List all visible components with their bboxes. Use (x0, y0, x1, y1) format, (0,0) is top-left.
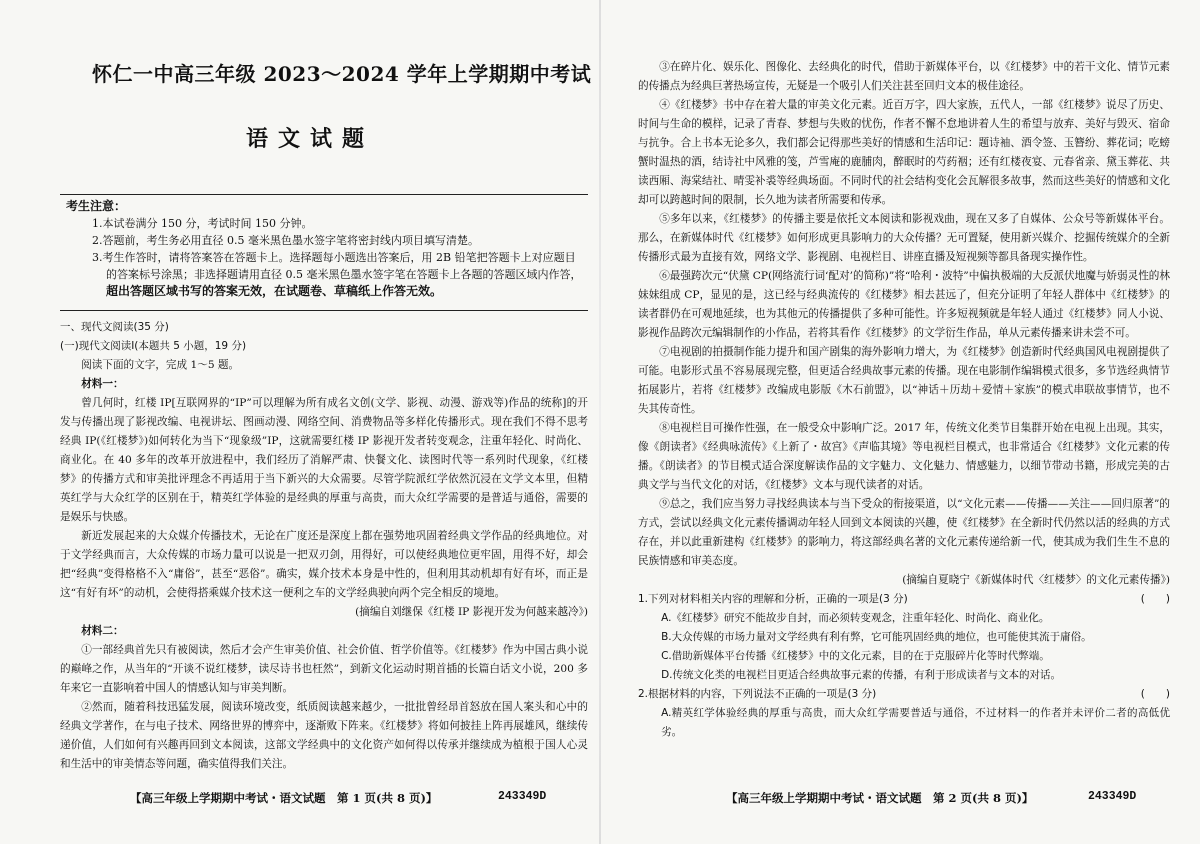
material-2-paragraph-8: ⑧电视栏目可操作性强，在一般受众中影响广泛。2017 年，传统文化类节目集群开始在电视上出现。其实，像《朗读者》《经典咏流传》《上新了・故宫》《声临其境》等电视栏目模式，也非常适合《红楼梦》文化元素的传播。《朗读者》的节目模式适合深度解读作品的文字魅力、文化魅力、情感魅力，以细节带动书籍，形成完美的古典文学与当代文化的对话，《红楼梦》文本与现代读者的对话。 (638, 422, 1170, 491)
page-1-code: 243349D (498, 790, 547, 803)
notice-bottom-rule (60, 310, 588, 311)
question-1-answer-bracket: ( ) (1140, 593, 1170, 605)
notice-item-3 (92, 249, 586, 300)
question-2-option-a: A.精英红学体验经典的厚重与高贵，而大众红学需要普适与通俗，不过材料一的作者并未评价二者的高低优劣。 (661, 707, 1170, 738)
material-2-paragraph-1: ①一部经典首先只有被阅读，然后才会产生审美价值、社会价值、哲学价值等。《红楼梦》作为中国古典小说的巅峰之作，从当年的“开谈不说红楼梦，读尽诗书也枉然”，到新文化运动时期首插的长篇白话文小说，200 多年来它一直影响着中国人的情感认知与审美判断。 (60, 644, 588, 694)
material-2-source: (摘编自夏晓宁《新媒体时代〈红楼梦〉的文化元素传播》) (902, 574, 1170, 586)
material-2-paragraph-4: ④《红楼梦》书中存在着大量的审美文化元素。近百万字，四大家族，五代人，一部《红楼梦》说尽了历史、时间与生命的模样，记录了青春、梦想与失败的忧伤，作者不懈不怠地讲着人生的希望与放弃、美好与毁灭、宿命与抗争。合上书本无论多久，我们都会记得那些美好的情感和生活印记：题诗袖、酒令签、玉簪纷、葬花词；吃螃蟹时温热的酒，结诗社中风雅的笺，芦雪庵的鹿脯肉，醉眠时的芍药裀；还有红楼夜宴、元春省亲、黛玉葬花、共读西厢、海棠结社、晴雯补裘等经典场面。不同时代的社会结构变化会瓦解很多故事，然而这些美好的情感和文化却可以跨越时间的限制，长久地为读者所需要和传承。 (638, 99, 1170, 206)
question-1-stem: 1.下列对材料相关内容的理解和分析，正确的一项是(3 分) (638, 593, 908, 605)
material-2-paragraph-7: ⑦电视剧的拍摄制作能力提升和国产剧集的海外影响力增大，为《红楼梦》创造新时代经典国风电视剧提供了可能。电影形式虽不容易展现完整，但更适合经典故事元素的传播。现在电影制作编辑模式很多，多节选经典情节拓展影片，若将《红楼梦》改编成电影版《木石前盟》，以“神话＋历劫＋爱情＋家族”的模式串联故事情节，也不失其传奇性。 (638, 346, 1170, 415)
question-1-option-a: A.《红楼梦》研究不能故步自封，而必须转变观念，注重年轻化、时尚化、商业化。 (661, 612, 1050, 624)
question-1 (638, 590, 1170, 609)
material-2-paragraph-6: ⑥最强跨次元“伏黛 CP(网络流行词‘配对’的简称)”将“哈利・波特”中偏执极端的大反派伏地魔与娇弱灵性的林妹妹组成 CP，显见的是，这已经与经典流传的《红楼梦》相去甚远了，但充分证明了年轻人群体中《红楼梦》的读者群仍在可观地延续，也为其他元的传播提供了多种可能性。许多短视频就是年轻人通过《红楼梦》同人小说、影视作品跨次元编辑制作的小作品，若将其看作《红楼梦》的文学衍生作品，单从元素传播来讲未尝不可。 (638, 270, 1170, 339)
reading-content-left (60, 318, 588, 774)
notice-item-3-bold: 超出答题区域书写的答案无效，在试题卷、草稿纸上作答无效。 (106, 284, 443, 298)
notice-heading: 考生注意： (66, 199, 127, 213)
reading-content-right (638, 58, 1170, 742)
page-1-footer: 【高三年级上学期期中考试・语文试题 第 1 页(共 8 页)】 (130, 791, 438, 805)
material-1-paragraph-1: 曾几何时，红楼 IP[互联网界的“IP”可以理解为所有成名文创(文学、影视、动漫、游戏等)作品的统称]的开发与传播出现了影视改编、电视讲坛、图画动漫、网络空间、消费物品等多样化传播形式。现在我们不得不思考经典 IP(《红楼梦》)如何转化为当下“现象级”IP，这就需要红楼 IP 影视开发者转变观念，注重年轻化、时尚化、商业化。在 40 多年的改革开放进程中，我们经历了消解严肃、快餐文化、读图时代等一系列时代现象，《红楼梦》的传播方式和审美批评理念不再适用于当下新兴的大众需要。尽管学院派红学依然沉浸在文学文本里，但精英红学与大众红学的区别在于，精英红学体验的是经典的厚重与高贵，而大众红学需要的是普适与通俗，需要的是娱乐与快感。 (60, 397, 588, 523)
page-2 (600, 0, 1200, 844)
subsection-heading: (一)现代文阅读Ⅰ(本题共 5 小题，19 分) (60, 340, 247, 352)
question-2-stem: 2.根据材料的内容，下列说法不正确的一项是(3 分) (638, 688, 877, 700)
material-2-paragraph-2: ②然而，随着科技迅猛发展，阅读环境改变，纸质阅读越来越少，一批批曾经昂首怒放在国人案头和心中的经典文学著作，在与电子技术、网络世界的博弈中，逐渐败下阵来。《红楼梦》将如何披挂上阵再展雄风，继续传递价值，人们如何有兴趣再回到文本阅读，这部文学经典中的文化资产如何得以传承并继续成为植根于国人心灵和生活中的审美情态等问题，确实值得我们关注。 (60, 701, 588, 770)
material-1-label: 材料一： (81, 378, 124, 390)
notice-item-2: 2.答题前，考生务必用直径 0.5 毫米黑色墨水签字笔将密封线内项目填写清楚。 (92, 234, 479, 247)
material-2-label: 材料二： (81, 625, 124, 637)
question-1-option-c: C.借助新媒体平台传播《红楼梦》中的文化元素，目的在于克服碎片化等时代弊端。 (661, 650, 1050, 662)
material-2-paragraph-9: ⑨总之，我们应当努力寻找经典读本与当下受众的衔接渠道，以“文化元素——传播——关注——回归原著”的方式，尝试以经典文化元素传播调动年轻人回到文本阅读的兴趣，使《红楼梦》在全新时代仍然以活的经典的方式存在，并以此重新建构《红楼梦》的影响力，将这部经典名著的文化元素传递给新一代，使其成为我们生生不息的民族情感和审美态度。 (638, 498, 1170, 567)
notice-item-3-text: 3.考生作答时，请将答案答在答题卡上。选择题每小题选出答案后，用 2B 铅笔把答题卡上对应题目的答案标号涂黑；非选择题请用直径 0.5 毫米黑色墨水签字笔在答题卡上各题的答题区域内作答， (92, 251, 582, 281)
question-1-option-b: B.大众传媒的市场力量对文学经典有利有弊，它可能巩固经典的地位，也可能使其流于庸俗。 (661, 631, 1092, 643)
exam-subtitle: 语文试题 (245, 126, 374, 152)
material-2-paragraph-5: ⑤多年以来，《红楼梦》的传播主要是依托文本阅读和影视戏曲，现在又多了自媒体、公众号等新媒体平台。那么，在新媒体时代《红楼梦》如何形成更具影响力的大众传播？无可置疑，使用新兴媒介、挖掘传统媒介的全新传播形式最为直接有效，网络文学、影视剧、电视栏目、讲座直播及短视频等都具备现实操作性。 (638, 213, 1170, 263)
exam-title: 怀仁一中高三年级 2023～2024 学年上学期期中考试 (92, 62, 592, 86)
reading-instruction: 阅读下面的文字，完成 1～5 题。 (81, 359, 240, 371)
material-1-source: (摘编自刘继保《红楼 IP 影视开发为何越来越冷》) (355, 606, 588, 618)
notice-box (66, 198, 586, 300)
question-1-option-d: D.传统文化类的电视栏目更适合经典故事元素的传播，有利于形成读者与文本的对话。 (661, 669, 1062, 681)
question-2-answer-bracket: ( ) (1140, 688, 1170, 700)
page-2-footer: 【高三年级上学期期中考试・语文试题 第 2 页(共 8 页)】 (726, 791, 1034, 805)
section-heading: 一、现代文阅读(35 分) (60, 321, 169, 333)
notice-top-rule (60, 194, 588, 195)
notice-item-1: 1.本试卷满分 150 分，考试时间 150 分钟。 (92, 217, 313, 230)
question-2 (638, 685, 1170, 704)
material-2-paragraph-3: ③在碎片化、娱乐化、图像化、去经典化的时代，借助于新媒体平台，以《红楼梦》中的若干文化、情节元素的传播点为经典巨著热场宣传，无疑是一个吸引人们关注甚至回归文本的极佳途径。 (638, 61, 1170, 92)
material-1-paragraph-2: 新近发展起来的大众媒介传播技术，无论在广度还是深度上都在强势地巩固着经典文学作品的经典地位。对于文学经典而言，大众传媒的市场力量可以说是一把双刃剑，用得好，可以使经典地位更牢固，用得不好，却会把“经典”变得格格不入“庸俗”，甚至“恶俗”。确实，媒介技术本身是中性的，但利用其动机却有好有坏，而正是这“有好有坏”的动机，会使得搭乘媒介技术这一便利之车的文学经典驶向两个完全相反的境地。 (60, 530, 588, 599)
page-2-code: 243349D (1088, 790, 1137, 803)
